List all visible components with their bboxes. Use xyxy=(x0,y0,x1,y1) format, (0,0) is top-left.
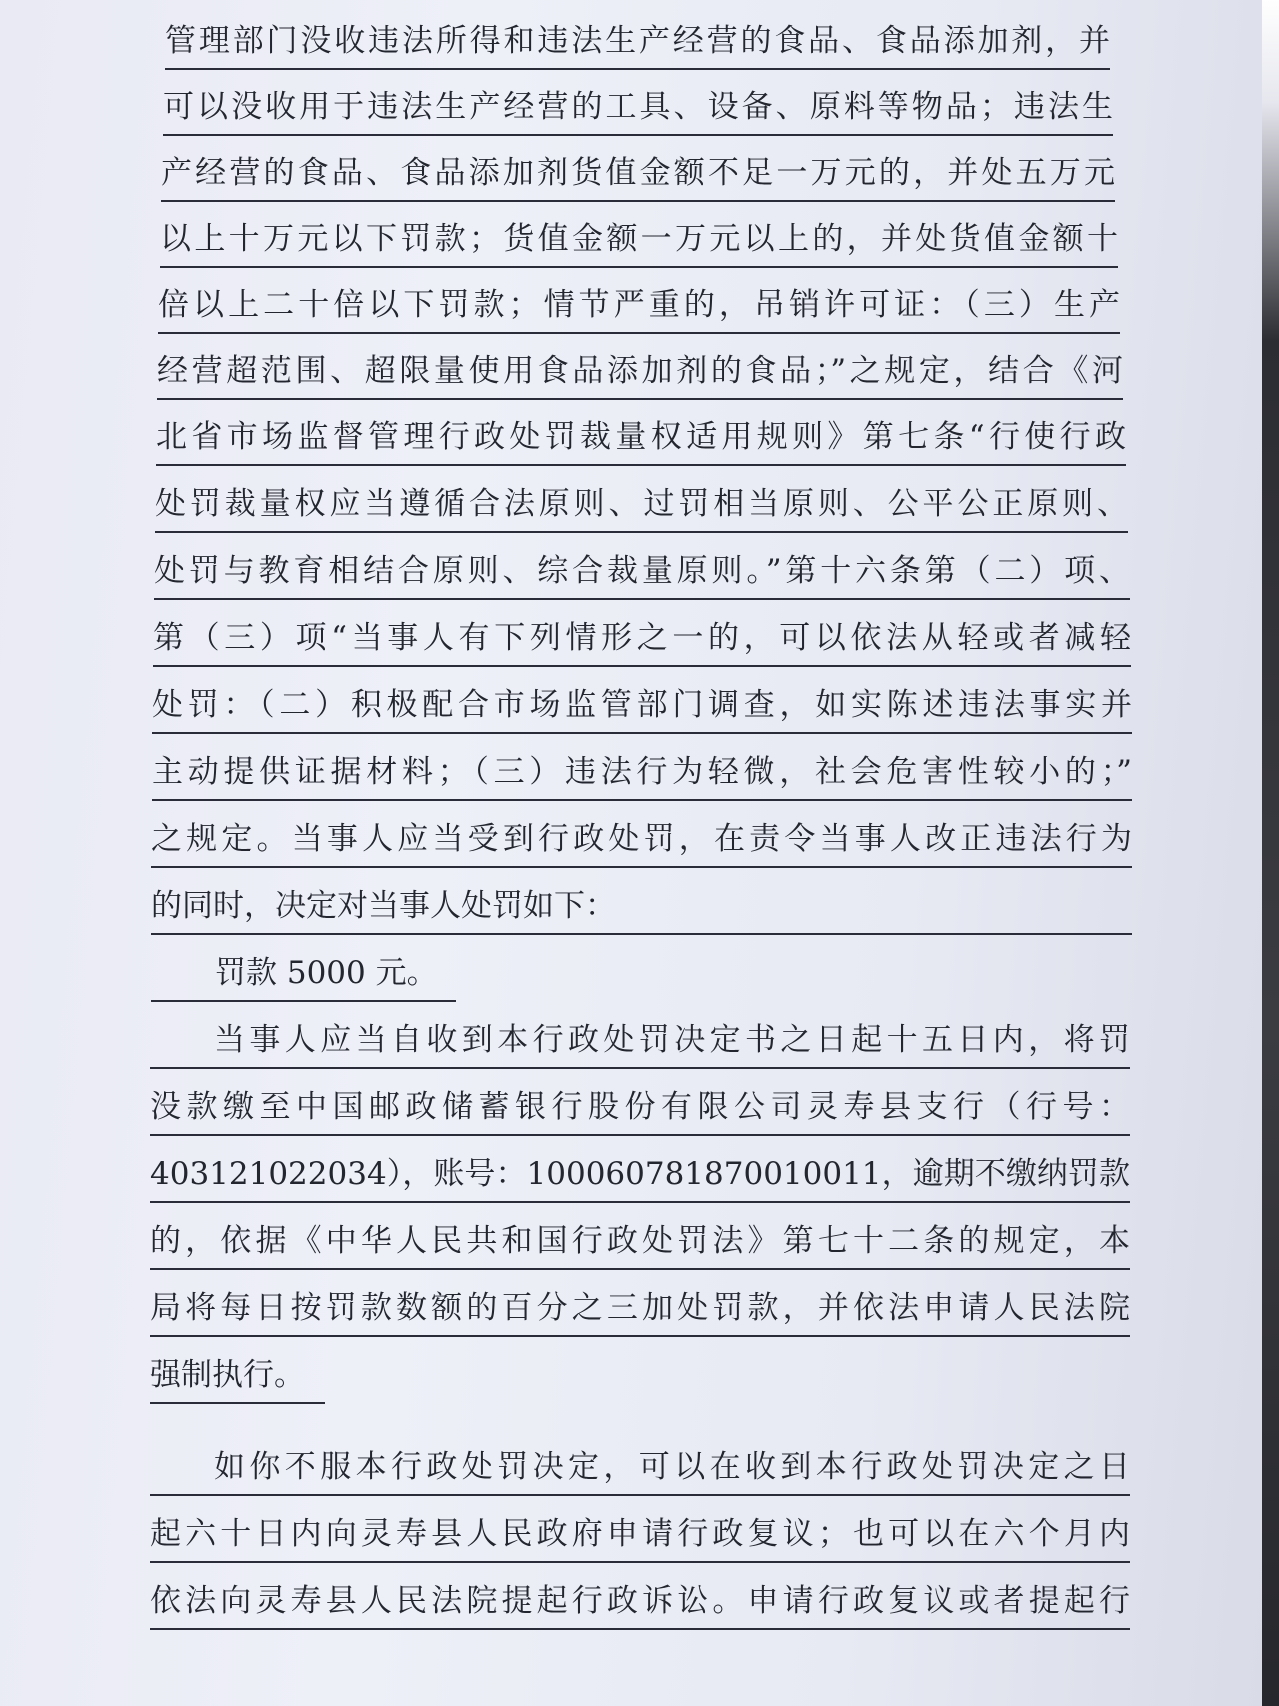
text-line: 主动提供证据材料；（三）违法行为轻微，社会危害性较小的；” xyxy=(152,745,1132,801)
text-line: 起六十日内向灵寿县人民政府申请行政复议；也可以在六个月内 xyxy=(150,1507,1130,1563)
text-line: 当事人应当自收到本行政处罚决定书之日起十五日内，将罚 xyxy=(150,1013,1130,1069)
text-line: 处罚裁量权应当遵循合法原则、过罚相当原则、公平公正原则、 xyxy=(155,477,1128,533)
text-line: 处罚与教育相结合原则、综合裁量原则。”第十六条第（二）项、 xyxy=(154,544,1130,600)
text-line: 依法向灵寿县人民法院提起行政诉讼。申请行政复议或者提起行 xyxy=(150,1574,1130,1630)
background-edge xyxy=(1262,0,1279,1706)
bank-account-line: 403121022034），账号：100060781870010011，逾期不缴纳罚款 xyxy=(150,1147,1130,1203)
fine-amount-line: 罚款 5000 元。 xyxy=(151,946,456,1002)
text-line: 的同时，决定对当事人处罚如下： xyxy=(151,879,1132,935)
text-line: 局将每日按罚款数额的百分之三加处罚款，并依法申请人民法院 xyxy=(150,1281,1130,1337)
text-line: 北省市场监督管理行政处罚裁量权适用规则》第七条“行使行政 xyxy=(156,410,1126,466)
text-line: 没款缴至中国邮政储蓄银行股份有限公司灵寿县支行（行号： xyxy=(150,1080,1130,1136)
text-line: 产经营的食品、食品添加剂货值金额不足一万元的，并处五万元 xyxy=(161,146,1115,202)
text-line: 强制执行。 xyxy=(150,1348,325,1404)
text-line: 处罚：（二）积极配合市场监管部门调查，如实陈述违法事实并 xyxy=(152,678,1132,734)
text-line: 以上十万元以下罚款；货值金额一万元以上的，并处货值金额十 xyxy=(160,212,1118,268)
text-line: 倍以上二十倍以下罚款；情节严重的，吊销许可证：（三）生产 xyxy=(158,278,1120,334)
text-line: 管理部门没收违法所得和违法生产经营的食品、食品添加剂，并 xyxy=(165,14,1110,70)
text-line: 如你不服本行政处罚决定，可以在收到本行政处罚决定之日 xyxy=(150,1440,1130,1496)
text-line: 第（三）项“当事人有下列情形之一的，可以依法从轻或者减轻 xyxy=(153,611,1131,667)
text-line: 经营超范围、超限量使用食品添加剂的食品；”之规定，结合《河 xyxy=(157,344,1123,400)
text-line: 可以没收用于违法生产经营的工具、设备、原料等物品；违法生 xyxy=(163,80,1113,136)
text-line: 之规定。当事人应当受到行政处罚，在责令当事人改正违法行为 xyxy=(151,812,1132,868)
text-line: 的，依据《中华人民共和国行政处罚法》第七十二条的规定，本 xyxy=(150,1214,1130,1270)
